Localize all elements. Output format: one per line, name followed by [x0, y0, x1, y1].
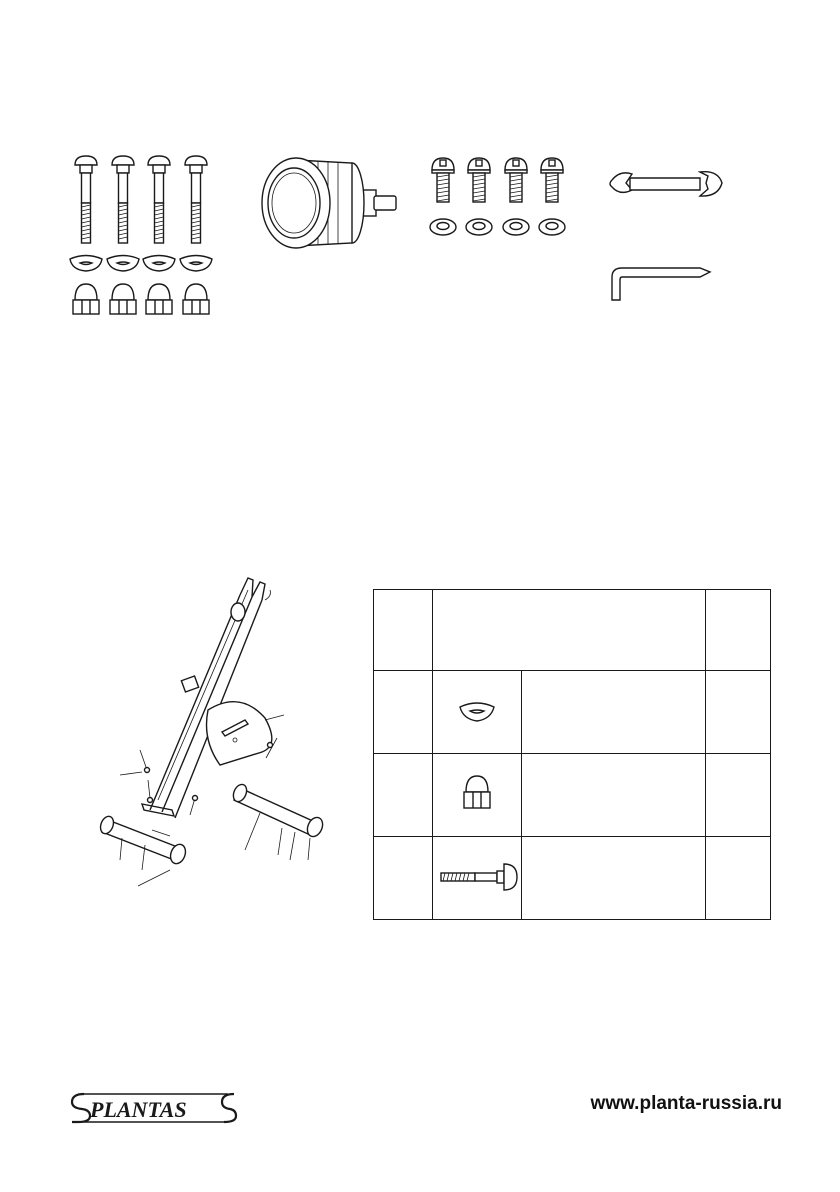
logo-text: PLANTAS — [90, 1097, 187, 1122]
curved-washer-icon — [455, 698, 499, 724]
front-stabilizer-tube — [98, 804, 188, 866]
curved-washer-icon — [70, 256, 212, 272]
handlebar-clamp — [181, 676, 198, 692]
carriage-bolt-icon — [435, 862, 519, 892]
brand-logo — [68, 1088, 238, 1126]
row-description-cell — [522, 837, 706, 920]
row-number-cell — [374, 671, 433, 754]
header-cell-quantity — [706, 590, 771, 671]
row-quantity-cell — [706, 671, 771, 754]
hardware-illustration — [0, 0, 840, 340]
table-row — [374, 837, 771, 920]
row-image-cell — [433, 837, 522, 920]
row-image-cell — [433, 671, 522, 754]
rear-stabilizer-tube — [231, 782, 326, 850]
header-cell-number — [374, 590, 433, 671]
bike-assembly-diagram — [90, 570, 330, 890]
flywheel-housing — [207, 702, 285, 765]
flat-washer-icon — [430, 219, 565, 235]
button-head-screw-icon — [432, 158, 563, 202]
header-cell-name — [433, 590, 706, 671]
cap-nut-icon — [460, 774, 494, 814]
row-quantity-cell — [706, 837, 771, 920]
carriage-bolt-icon — [75, 156, 207, 243]
cap-nut-icon — [73, 284, 209, 314]
bike-frame-upright — [150, 578, 270, 818]
table-row — [374, 671, 771, 754]
row-number-cell — [374, 837, 433, 920]
table-row — [374, 754, 771, 837]
open-end-wrench-icon — [610, 172, 722, 196]
allen-key-icon — [612, 268, 710, 300]
row-number-cell — [374, 754, 433, 837]
row-description-cell — [522, 754, 706, 837]
website-url: www.planta-russia.ru — [590, 1093, 782, 1114]
table-header-row — [374, 590, 771, 671]
row-image-cell — [433, 754, 522, 837]
parts-table — [373, 589, 771, 920]
row-description-cell — [522, 671, 706, 754]
row-quantity-cell — [706, 754, 771, 837]
tension-knob-icon — [262, 158, 396, 248]
